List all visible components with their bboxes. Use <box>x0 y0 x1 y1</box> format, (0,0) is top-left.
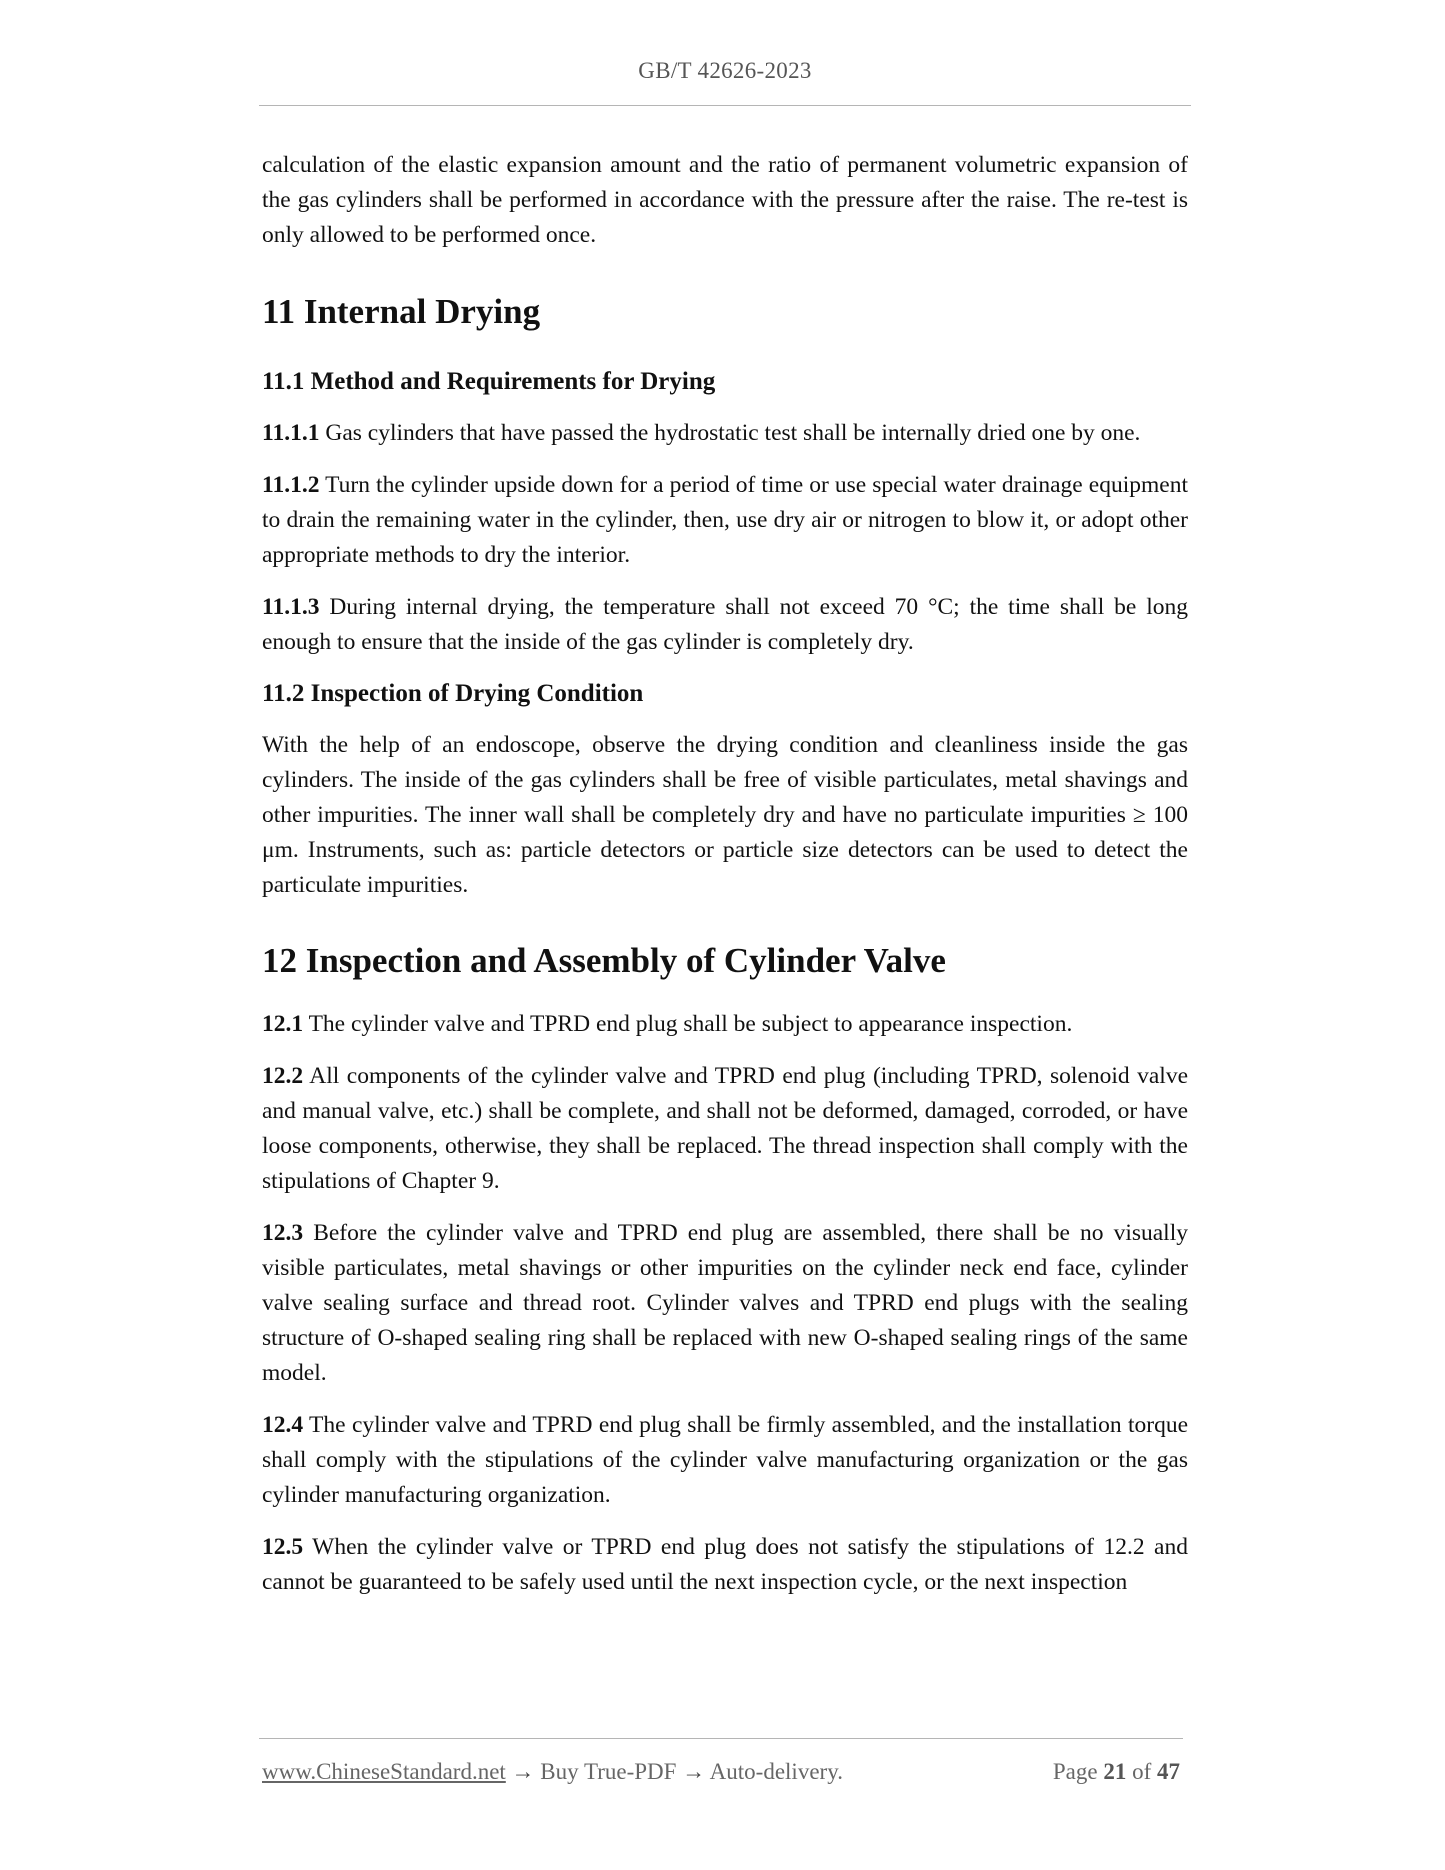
page-of-label: of <box>1132 1759 1152 1784</box>
clause-11-1-1 <box>262 416 1188 451</box>
site-link[interactable]: www.ChineseStandard.net <box>262 1759 506 1784</box>
section-11-1-title: 11.1 Method and Requirements for Drying <box>262 368 716 395</box>
section-11-2-title: 11.2 Inspection of Drying Condition <box>262 680 644 707</box>
clause-11-1-1-text: Gas cylinders that have passed the hydrostatic test shall be internally dried one by one. <box>319 420 1141 446</box>
clause-12-4-number: 12.4 <box>262 1412 304 1438</box>
clause-12-1-number: 12.1 <box>262 1011 304 1037</box>
clause-11-1-2-text: Turn the cylinder upside down for a period of time or use special water drainage equipment to drain the remaining water in the cylinder, then, use dry air or nitrogen to blow it, or adopt other appropriate methods to dry the interior. <box>262 472 1188 568</box>
buy-pdf-text: Buy True-PDF <box>540 1759 677 1784</box>
clause-11-1-1-number: 11.1.1 <box>262 420 320 446</box>
clause-12-3-number: 12.3 <box>262 1220 304 1246</box>
clause-12-5-text: When the cylinder valve or TPRD end plug does not satisfy the stipulations of 12.2 and cannot be guaranteed to be safely used until the next inspection cycle, or the next inspection <box>262 1534 1188 1595</box>
arrow-right-icon: → <box>682 1759 706 1784</box>
auto-delivery-text: Auto-delivery. <box>709 1759 843 1784</box>
footer-promo <box>262 1759 843 1785</box>
page-current: 21 <box>1103 1759 1127 1784</box>
clause-11-1-2-number: 11.1.2 <box>262 472 320 498</box>
header-divider <box>259 105 1191 106</box>
clause-12-2-text: All components of the cylinder valve and TPRD end plug (including TPRD, solenoid valve and manual valve, etc.) shall be complete, and shall not be deformed, damaged, corroded, or have loose components, otherwise, they shall be replaced. The thread inspection shall comply with the stipulations of Chapter 9. <box>262 1063 1188 1194</box>
clause-12-5 <box>262 1530 1188 1600</box>
footer-divider <box>259 1738 1183 1739</box>
section-12-title: 12 Inspection and Assembly of Cylinder Valve <box>262 941 946 980</box>
clause-12-1-text: The cylinder valve and TPRD end plug shall be subject to appearance inspection. <box>303 1011 1073 1037</box>
clause-11-1-2 <box>262 468 1188 573</box>
arrow-right-icon: → <box>511 1759 535 1784</box>
clause-11-1-3-number: 11.1.3 <box>262 594 320 620</box>
page-content <box>262 148 1188 1600</box>
clause-11-1-3-text: During internal drying, the temperature shall not exceed 70 °C; the time shall be long enough to ensure that the inside of the gas cylinder is completely dry. <box>262 594 1188 655</box>
intro-paragraph: calculation of the elastic expansion amount and the ratio of permanent volumetric expansion of the gas cylinders shall be performed in accordance with the pressure after the raise. The re-test is only allowed to be performed once. <box>262 152 1188 248</box>
clause-12-2-number: 12.2 <box>262 1063 304 1089</box>
clause-12-4 <box>262 1408 1188 1513</box>
clause-12-3 <box>262 1216 1188 1391</box>
clause-12-1 <box>262 1007 1188 1042</box>
clause-11-1-3 <box>262 590 1188 660</box>
page-total: 47 <box>1157 1759 1180 1784</box>
page-number <box>1053 1759 1180 1785</box>
section-11-title: 11 Internal Drying <box>262 292 541 331</box>
section-11-2-paragraph: With the help of an endoscope, observe the drying condition and cleanliness inside the gas cylinders. The inside of the gas cylinders shall be free of visible particulates, metal shavings and other impurities. The inner wall shall be completely dry and have no particulate impurities ≥ 100 μm. Instruments, such as: particle detectors or particle size detectors can be used to detect the particulate impurities. <box>262 732 1188 898</box>
clause-12-5-number: 12.5 <box>262 1534 304 1560</box>
page-label: Page <box>1052 1759 1098 1784</box>
document-id-header: GB/T 42626-2023 <box>638 58 812 83</box>
clause-12-4-text: The cylinder valve and TPRD end plug shall be firmly assembled, and the installation torque shall comply with the stipulations of the cylinder valve manufacturing organization or the gas cylinder manufacturing organization. <box>262 1412 1188 1508</box>
clause-12-3-text: Before the cylinder valve and TPRD end plug are assembled, there shall be no visually visible particulates, metal shavings or other impurities on the cylinder neck end face, cylinder valve sealing surface and thread root. Cylinder valves and TPRD end plugs with the sealing structure of O-shaped sealing ring shall be replaced with new O-shaped sealing rings of the same model. <box>262 1220 1188 1386</box>
clause-12-2 <box>262 1059 1188 1199</box>
